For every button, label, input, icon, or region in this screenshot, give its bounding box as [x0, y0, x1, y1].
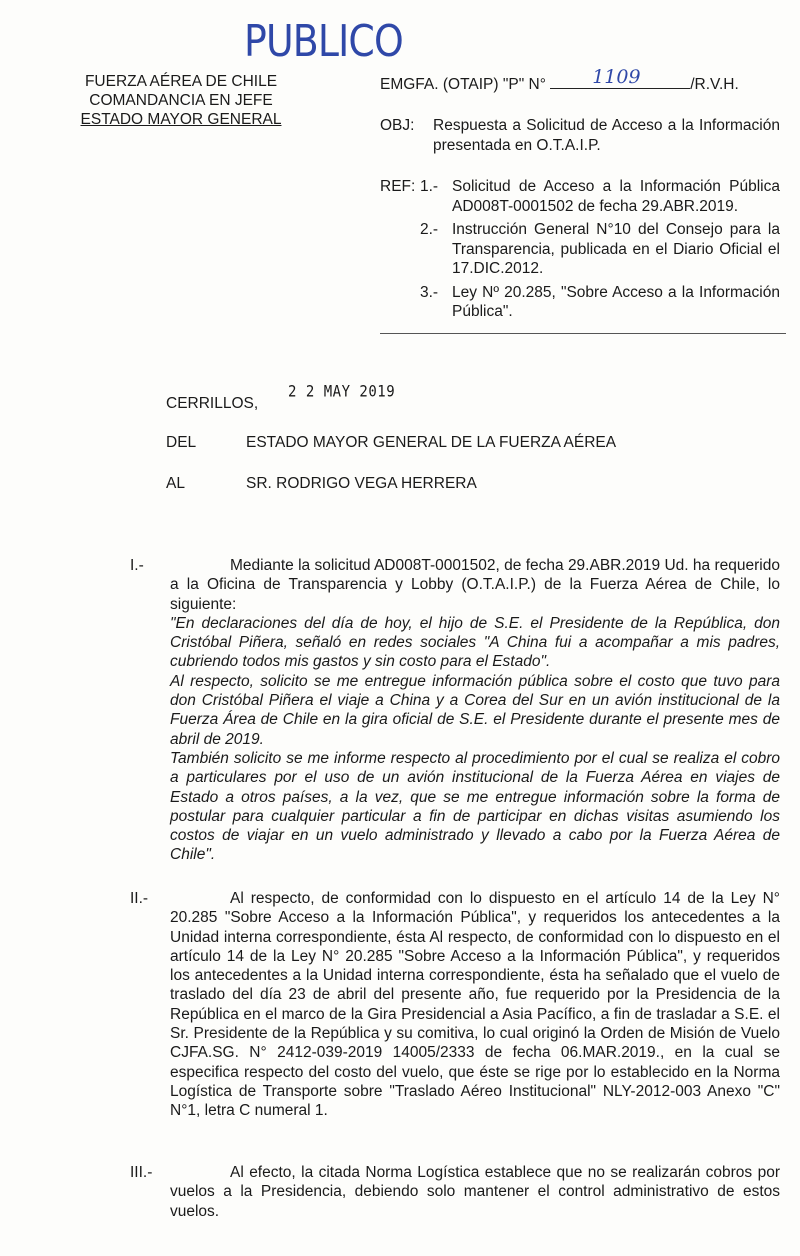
section-paragraph: Al efecto, la citada Norma Logística establece que no se realizarán cobros por vuelos a la Presidencia, debiendo solo mantener el control administrativo de estos vuelos.	[170, 1164, 780, 1220]
section-paragraph: Mediante la solicitud AD008T-0001502, de fecha 29.ABR.2019 Ud. ha requerido a la Oficina de Transparencia y Lobby (O.T.A.I.P.) de la Fuerza Aérea de Chile, lo siguiente:	[170, 557, 780, 613]
letterhead	[66, 72, 296, 129]
objective-block	[380, 116, 780, 155]
section-2	[130, 889, 780, 1121]
from-value: ESTADO MAYOR GENERAL DE LA FUERZA AÉREA	[246, 434, 617, 451]
reference-item-text: Solicitud de Acceso a la Información Pública AD008T-0001502 de fecha 29.ABR.2019.	[452, 178, 780, 215]
section-number: III.-	[130, 1164, 153, 1181]
reference-prefix: EMGFA. (OTAIP) "P" N°	[380, 76, 546, 93]
letterhead-line-1: FUERZA AÉREA DE CHILE	[84, 73, 278, 90]
reference-item-text: Ley Nº 20.285, "Sobre Acceso a la Información Pública".	[452, 283, 780, 320]
reference-item-number: 2.-	[420, 221, 439, 238]
document-reference-code	[380, 66, 739, 94]
quoted-request: "En declaraciones del día de hoy, el hijo de S.E. el Presidente de la República, don Cristóbal Piñera, señaló en redes sociales "A China fui a acompañar a mis padres, cubriendo todos mis gastos y sin costo para el Estado".	[170, 614, 780, 671]
section-number: I.-	[130, 557, 144, 574]
date-stamp: 2 2 MAY 2019	[288, 382, 396, 402]
to-label: AL	[166, 475, 185, 492]
reference-item-number: 3.-	[420, 283, 439, 301]
reference-suffix: /R.V.H.	[690, 76, 739, 93]
reference-item-text: Instrucción General N°10 del Consejo para la Transparencia, publicada en el Diario Oficial el 17.DIC.2012.	[452, 221, 780, 277]
handwritten-reference-number: 1109	[592, 66, 641, 88]
section-paragraph: Al respecto, de conformidad con lo dispuesto en el artículo 14 de la Ley N° 20.285 "Sobre Acceso a la Información Pública", y requeridos los antecedentes a la Unidad interna correspondiente, ésta Al respecto, de conformidad con lo dispuesto en el artículo 14 de la Ley N° 20.285 "Sobre Acceso a la Información Pública", y requeridos los antecedentes a la Unidad interna correspondiente, ésta ha señalado que el vuelo de traslado del día 23 de abril del presente año, fue requerido por la Presidencia de la República en el marco de la Gira Presidencial a Asia Pacífico, a fin de trasladar a S.E. el Sr. Presidente de la República y su comitiva, lo cual originó la Orden de Misión de Vuelo CJFA.SG. N° 2412-039-2019 14005/2333 de fecha 06.MAR.2019., en la cual se especifica respecto del costo del vuelo, que éste se rige por lo establecido en la Norma Logística de Transporte sobre "Traslado Aéreo Institucional" NLY-2012-003 Anexo "C" N°1, letra C numeral 1.	[170, 890, 780, 1120]
reference-number-blank	[550, 66, 690, 89]
section-3	[130, 1163, 780, 1221]
references-divider	[380, 333, 786, 334]
section-number: II.-	[130, 890, 149, 907]
publico-stamp: PUBLICO	[244, 16, 403, 67]
to-row	[166, 475, 477, 493]
letterhead-line-3: ESTADO MAYOR GENERAL	[80, 111, 282, 128]
from-label: DEL	[166, 434, 197, 451]
from-row	[166, 434, 616, 452]
objective-label: OBJ:	[380, 117, 415, 134]
reference-item	[420, 220, 780, 279]
references-block	[380, 177, 780, 326]
letterhead-line-2: COMANDANCIA EN JEFE	[89, 92, 273, 109]
quoted-request: También solicito se me informe respecto al procedimiento por el cual se realiza el cobro a particulares por el uso de un avión institucional de la Fuerza Aérea en viajes de Estado a otros países, a la vez, que se me entregue información sobre la forma de postular para cualquier particular a fin de participar en dichas visitas asumiendo los costos de viajar en un vuelo administrado y llevado a cabo por la Fuerza Aérea de Chile".	[170, 749, 780, 864]
to-value: SR. RODRIGO VEGA HERRERA	[246, 475, 477, 492]
date-place: CERRILLOS,	[166, 395, 259, 412]
section-1	[130, 556, 780, 865]
references-label: REF:	[380, 178, 416, 195]
reference-item	[420, 177, 780, 216]
objective-text: Respuesta a Solicitud de Acceso a la Información presentada en O.T.A.I.P.	[433, 117, 780, 154]
reference-item	[420, 283, 780, 322]
reference-item-number: 1.-	[420, 178, 439, 195]
quoted-request: Al respecto, solicito se me entregue información pública sobre el costo que tuvo para don Cristóbal Piñera el viaje a China y a Corea del Sur en un avión institucional de la Fuerza Área de Chile en la gira oficial de S.E. el Presidente durante el presente mes de abril de 2019.	[170, 672, 780, 748]
